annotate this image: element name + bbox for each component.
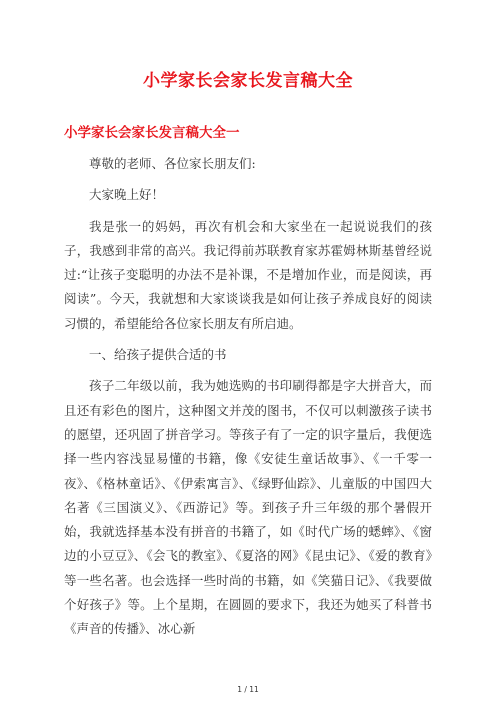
section-heading: 小学家长会家长发言稿大全一 <box>64 125 240 141</box>
document-body <box>64 152 432 649</box>
books-paragraph: 孩子二年级以前，我为她选购的书印刷得都是字大拼音大，而且还有彩色的图片，这种图文并茂的图书，不仅可以刺激孩子读书的愿望，还巩固了拼音学习。等孩子有了一定的识字量后，我便选择一些内容浅显易懂的书籍，像《安徒生童话故事》、《一千零一夜》、《格林童话》、《伊索寓言》、《绿野仙踪》、儿童版的中国四大名著《三国演义》、《西游记》等。到孩子升三年级的那个暑假开始，我就选择基本没有拼音的书籍了，如《时代广场的蟋蟀》、《窗边的小豆豆》、《会飞的教室》、《夏洛的网》《昆虫记》、《爱的教育》等一些名著。也会选择一些时尚的书籍，如《笑猫日记》、《我要做个好孩子》等。上个星期，在圆圆的要求下，我还为她买了科普书《声音的传播》、冰心新 <box>64 378 432 637</box>
intro-paragraph: 我是张一的妈妈，再次有机会和大家坐在一起说说我们的孩子，我感到非常的高兴。我记得前苏联教育家苏霍姆林斯基曾经说过:“让孩子变聪明的办法不是补课，不是增加作业，而是阅读，再阅读”。今天，我就想和大家谈谈我是如何让孩子养成良好的阅读习惯的，希望能给各位家长朋友有所启迪。 <box>64 218 432 331</box>
subheading-paragraph: 一、给孩子提供合适的书 <box>89 347 227 363</box>
salutation-paragraph: 尊敬的老师、各位家长朋友们: <box>89 156 256 171</box>
greeting-paragraph: 大家晚上好！ <box>89 187 165 203</box>
page-number: 1 / 11 <box>237 685 259 694</box>
document-title: 小学家长会家长发言稿大全 <box>143 71 353 91</box>
